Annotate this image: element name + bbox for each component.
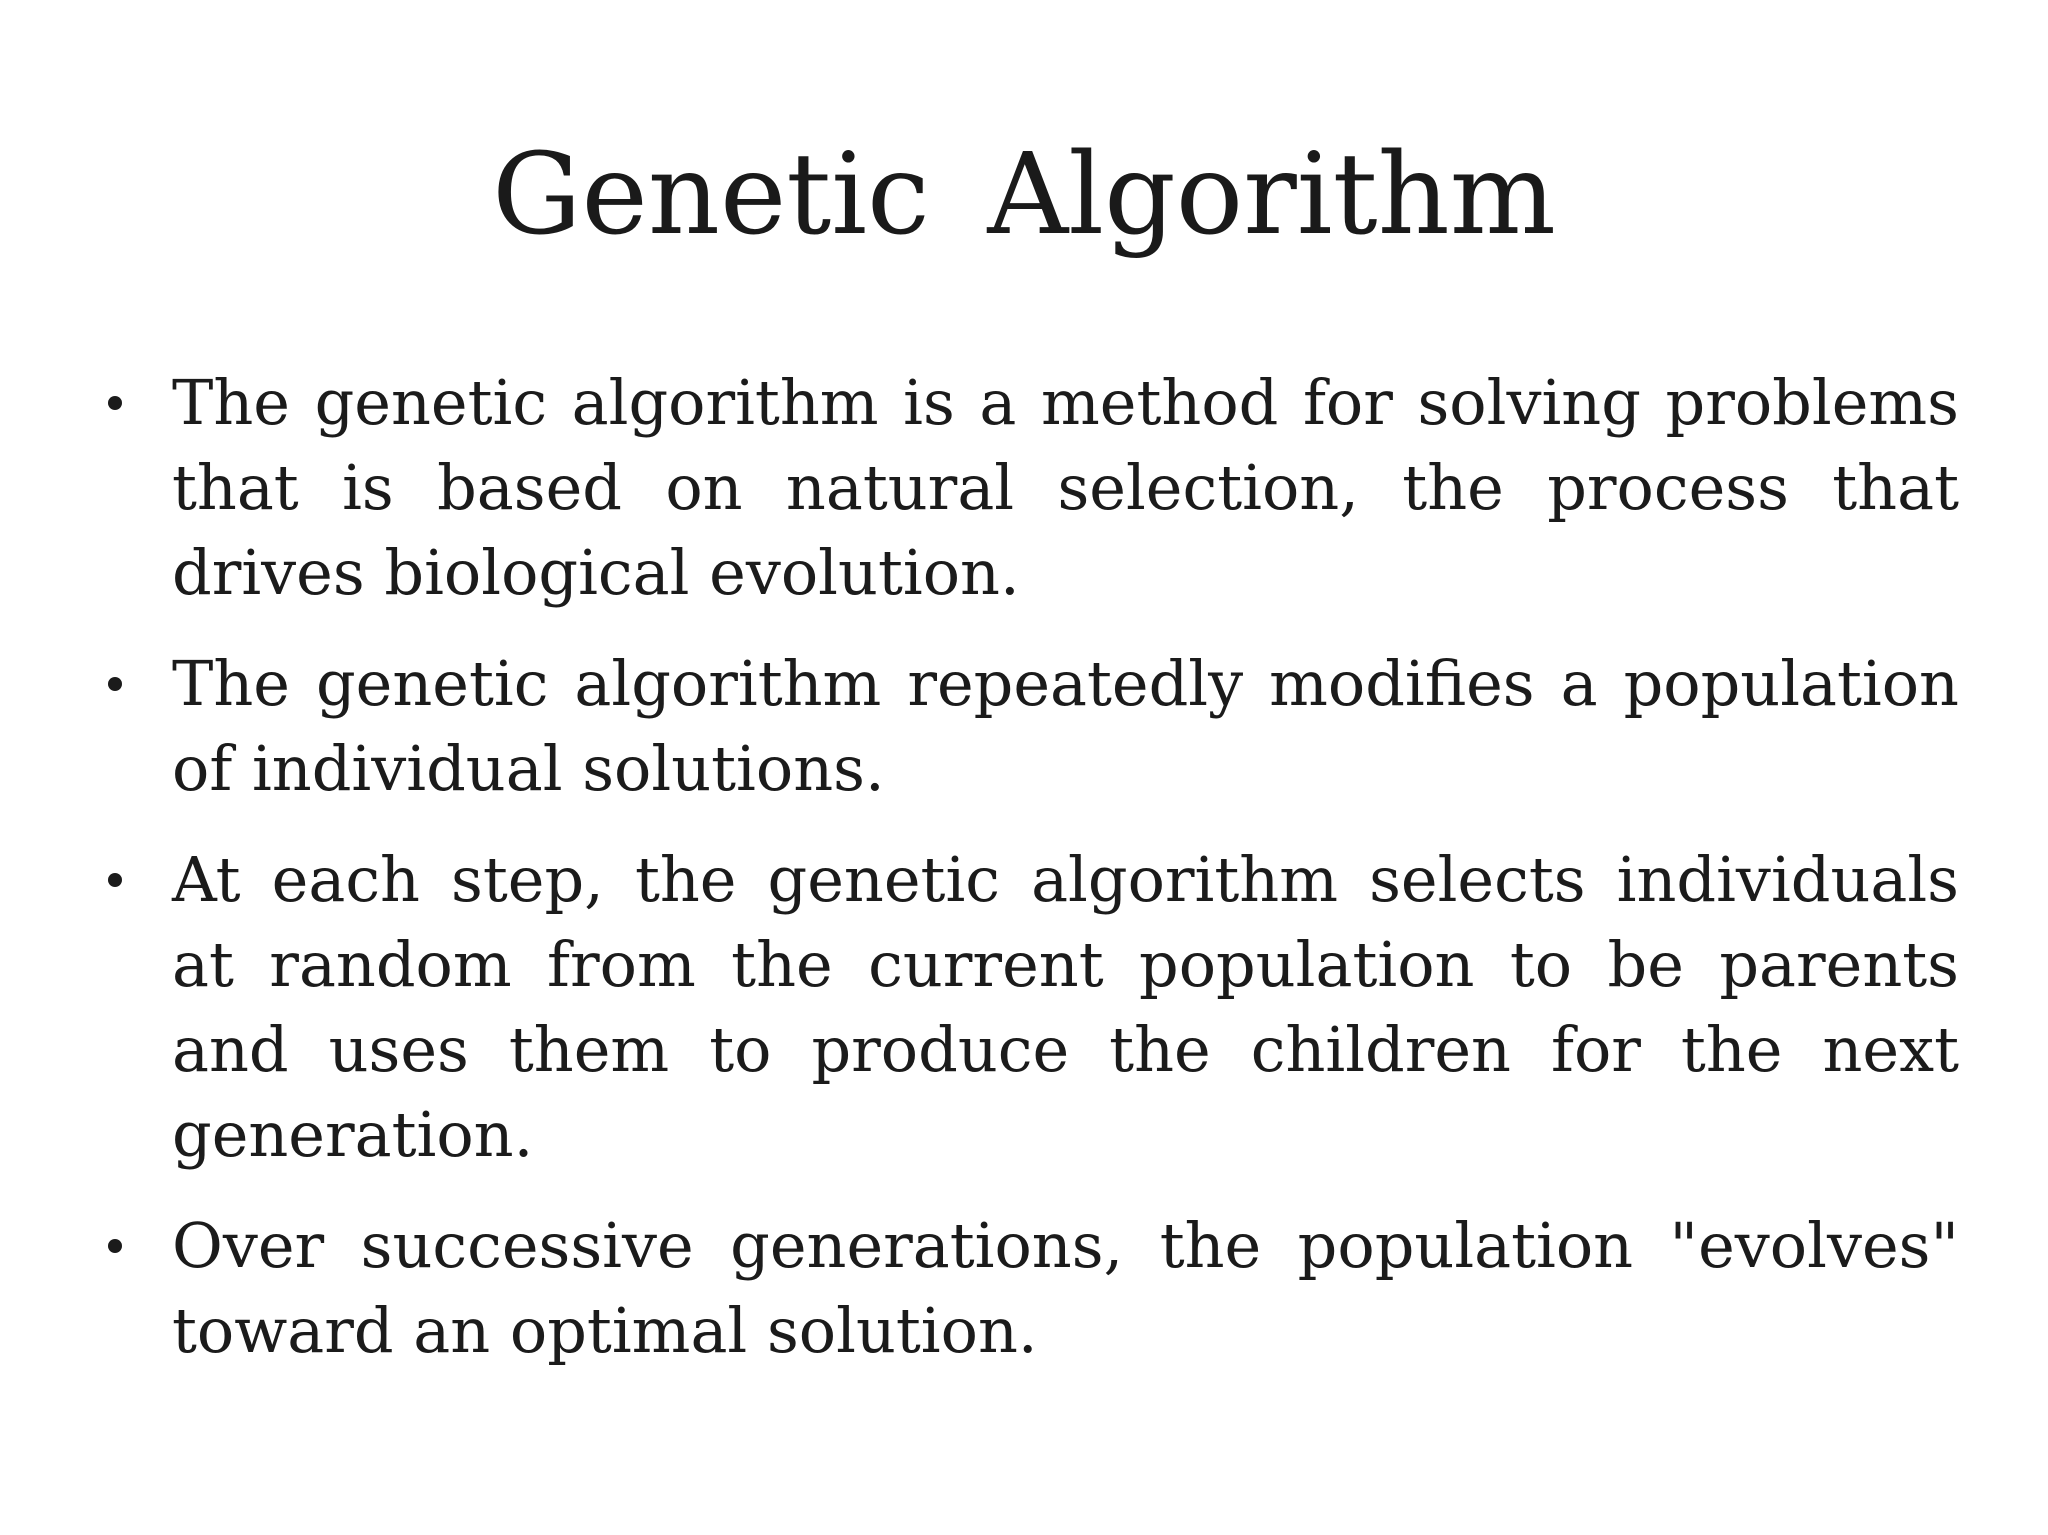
bullet-point-icon bbox=[108, 677, 122, 691]
bullet-list bbox=[104, 360, 1959, 1399]
bullet-text: The genetic algorithm is a method for solving problems that is based on natural selection, the process that drives biological evolution. bbox=[172, 366, 1959, 609]
bullet-text: At each step, the genetic algorithm selects individuals at random from the current population to be parents and uses them to produce the children for the next generation. bbox=[172, 843, 1959, 1171]
bullet-item bbox=[104, 641, 1959, 811]
bullet-item bbox=[104, 837, 1959, 1177]
bullet-item bbox=[104, 360, 1959, 615]
slide-title: Genetic Algorithm bbox=[492, 130, 1556, 260]
bullet-point-icon bbox=[108, 873, 122, 887]
bullet-item bbox=[104, 1203, 1959, 1373]
bullet-text: The genetic algorithm repeatedly modifies a population of individual solutions. bbox=[172, 647, 1959, 805]
bullet-point-icon bbox=[108, 396, 122, 410]
bullet-point-icon bbox=[108, 1239, 122, 1253]
bullet-text: Over successive generations, the population "evolves" toward an optimal solution. bbox=[172, 1209, 1959, 1367]
